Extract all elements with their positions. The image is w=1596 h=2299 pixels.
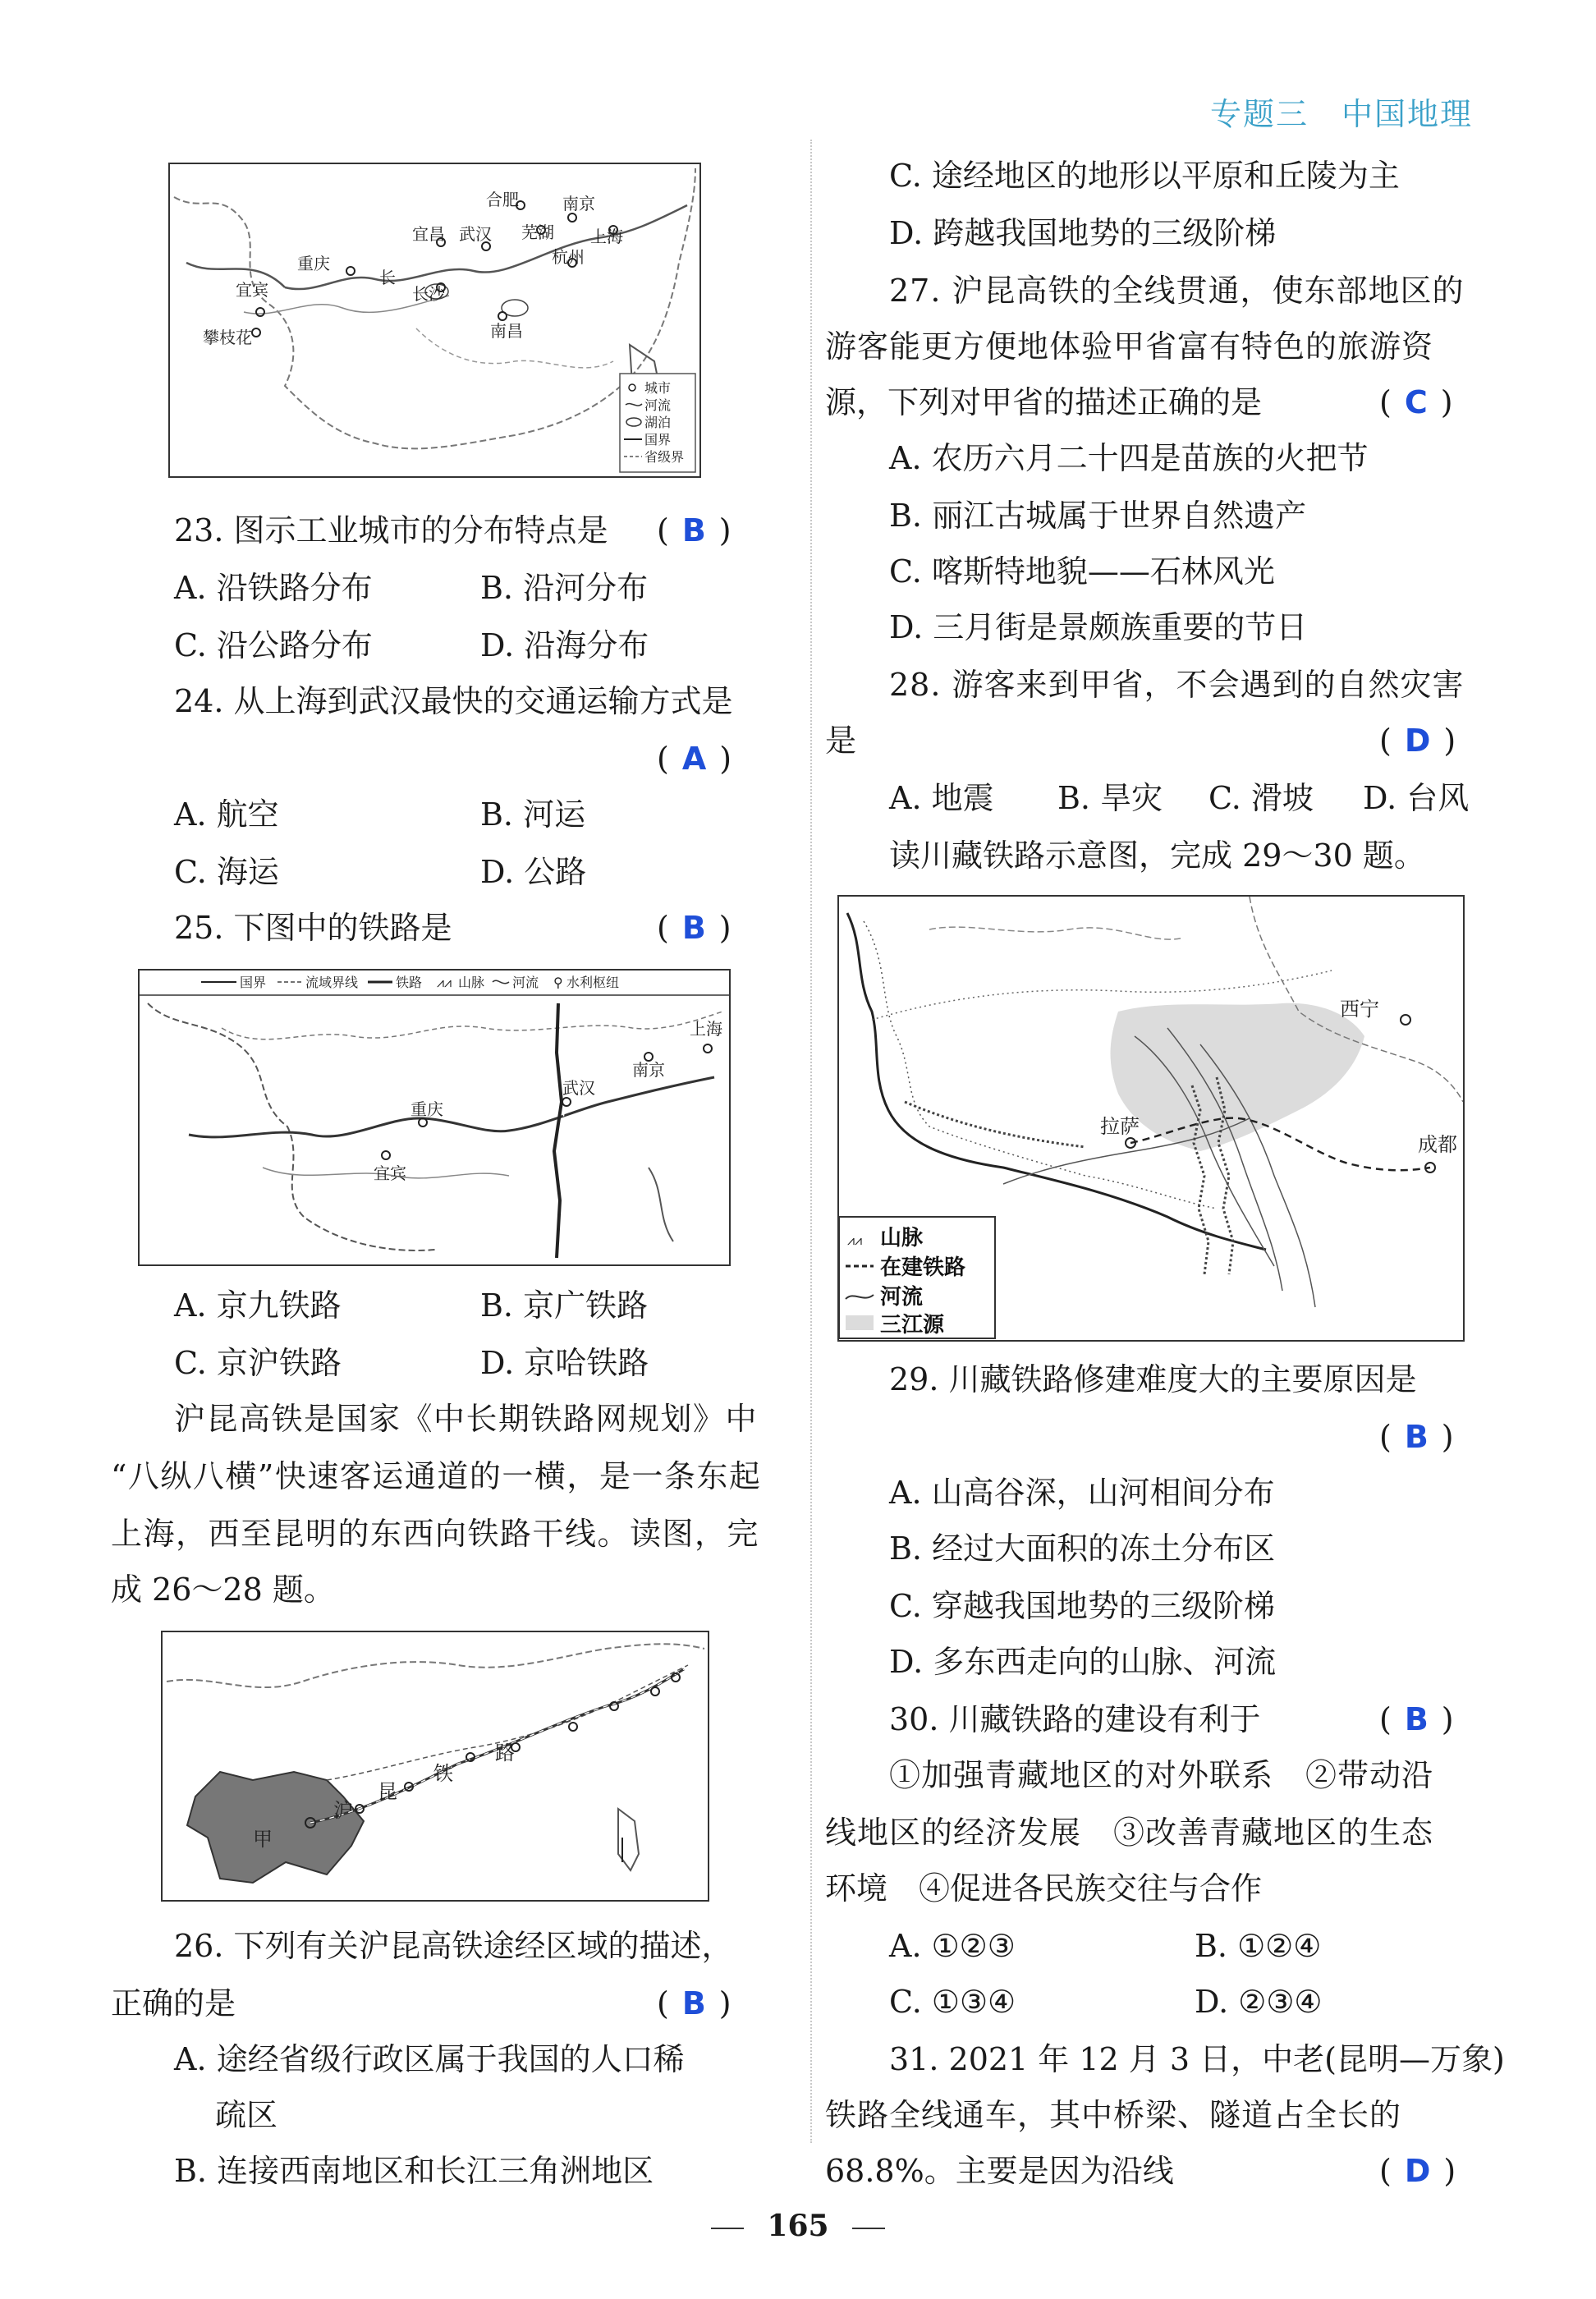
map-hukun-railway-svg: [163, 1632, 708, 1900]
map2-legend: 铁路: [396, 975, 423, 990]
q26-option: A. 途经省级行政区属于我国的人口稀: [174, 2041, 685, 2077]
question-28: 28. 游客来到甲省，不会遇到的自然灾害: [889, 667, 1465, 703]
q25-option: A. 京九铁路: [174, 1287, 342, 1324]
question-27-cont: 源，下列对甲省的描述正确的是: [825, 384, 1263, 420]
q25-option: C. 京沪铁路: [174, 1345, 342, 1381]
q26-option: D. 跨越我国地势的三级阶梯: [889, 215, 1277, 251]
map-sichuan-tibet-svg: [839, 897, 1463, 1340]
q27-option: C. 喀斯特地貌——石林风光: [889, 553, 1275, 590]
answer-23: ( B ): [657, 512, 732, 548]
map-sichuan-tibet: [837, 895, 1465, 1342]
q29-option: B. 经过大面积的冻土分布区: [889, 1530, 1276, 1567]
q24-option: A. 航空: [174, 796, 279, 833]
q27-option: D. 三月街是景颇族重要的节日: [889, 609, 1308, 645]
q25-option: B. 京广铁路: [480, 1287, 649, 1324]
map1-city: 重庆: [297, 254, 330, 273]
passage-line: 沪昆高铁是国家《中长期铁路网规划》中: [174, 1401, 759, 1437]
q24-option: C. 海运: [174, 854, 279, 890]
q26-option: B. 连接西南地区和长江三角洲地区: [174, 2153, 654, 2189]
q27-option: A. 农历六月二十四是苗族的火把节: [889, 440, 1369, 476]
map1-city: 宜昌: [412, 224, 445, 244]
q30-option: A. ①②③: [889, 1928, 1016, 1964]
map3-label: 路: [495, 1741, 515, 1764]
map2-legend: 水利枢纽: [566, 975, 620, 990]
q30-option: C. ①③④: [889, 1984, 1016, 2020]
q29-option: D. 多东西走向的山脉、河流: [889, 1644, 1277, 1680]
q23-option: D. 沿海分布: [480, 627, 649, 663]
map2-city: 南京: [632, 1060, 665, 1080]
map-railway: [138, 969, 731, 1266]
map1-city: 长: [379, 268, 396, 287]
map1-city: 芜湖: [521, 223, 554, 242]
q30-statement: 线地区的经济发展 ③改善青藏地区的生态: [825, 1815, 1434, 1851]
question-27-cont: 游客能更方便地体验甲省富有特色的旅游资: [825, 328, 1434, 365]
q30-option: B. ①②④: [1195, 1928, 1322, 1964]
passage-line: 成 26～28 题。: [111, 1572, 335, 1608]
map4-city: 成都: [1418, 1133, 1457, 1156]
question-23: 23. 图示工业城市的分布特点是: [174, 512, 608, 548]
answer-24-letter: A: [681, 741, 707, 777]
question-30: 30. 川藏铁路的建设有利于: [889, 1701, 1261, 1737]
answer-30: ( B ): [1379, 1701, 1454, 1737]
map4-legend: 在建铁路: [880, 1255, 966, 1280]
map-yangtze-cities-svg: [170, 164, 699, 476]
answer-25-letter: B: [681, 910, 706, 946]
q23-option: A. 沿铁路分布: [174, 570, 373, 606]
answer-30-letter: B: [1404, 1701, 1429, 1737]
header-topic: 专题三: [1209, 96, 1309, 132]
header-subject: 中国地理: [1341, 96, 1473, 132]
question-24: 24. 从上海到武汉最快的交通运输方式是: [174, 683, 733, 719]
map1-city: 长沙: [412, 284, 445, 304]
answer-25: ( B ): [657, 910, 732, 946]
q24-option: D. 公路: [480, 854, 587, 890]
q30-statement: ①加强青藏地区的对外联系 ②带动沿: [889, 1757, 1434, 1793]
map1-legend: 湖泊: [644, 415, 672, 430]
page-number-value: 165: [767, 2209, 829, 2243]
map1-legend: 省级界: [644, 449, 685, 465]
intro-29-30: 读川藏铁路示意图，完成 29～30 题。: [889, 837, 1425, 874]
map1-city: 杭州: [552, 247, 585, 267]
svg-text:⚲: ⚲: [553, 975, 563, 990]
map2-legend: 国界: [240, 975, 267, 990]
map3-label: 沪: [333, 1799, 353, 1822]
map1-city: 合肥: [486, 190, 519, 209]
question-25: 25. 下图中的铁路是: [174, 910, 452, 946]
answer-29: ( B ): [1379, 1419, 1454, 1455]
answer-26: ( B ): [657, 1985, 732, 2021]
question-31-cont: 铁路全线通车，其中桥梁、隧道占全长的: [825, 2097, 1402, 2133]
map2-city: 上海: [690, 1019, 722, 1039]
answer-26-letter: B: [681, 1985, 706, 2021]
q30-statement: 环境 ④促进各民族交往与合作: [825, 1870, 1263, 1907]
question-31: 31. 2021 年 12 月 3 日，中老(昆明—万象): [889, 2041, 1505, 2077]
map1-city: 武汉: [459, 224, 492, 244]
map1-legend: 河流: [644, 397, 672, 413]
q28-option: A. 地震: [889, 780, 994, 816]
q29-option: A. 山高谷深，山河相间分布: [889, 1475, 1275, 1511]
q25-option: D. 京哈铁路: [480, 1345, 649, 1381]
question-31-cont: 68.8%。主要是因为沿线: [825, 2153, 1174, 2189]
map2-city: 重庆: [410, 1099, 443, 1119]
question-27: 27. 沪昆高铁的全线贯通，使东部地区的: [889, 273, 1465, 309]
map2-city: 武汉: [562, 1078, 595, 1098]
q24-option: B. 河运: [480, 796, 586, 833]
answer-31: ( D ): [1379, 2153, 1456, 2189]
question-28-cont: 是: [825, 723, 857, 759]
map4-legend: 三江源: [880, 1313, 945, 1338]
q27-option: B. 丽江古城属于世界自然遗产: [889, 498, 1307, 534]
q28-option: C. 滑坡: [1208, 780, 1314, 816]
map4-legend: 山脉: [880, 1226, 924, 1250]
question-26-cont: 正确的是: [111, 1985, 236, 2021]
map1-city: 南京: [562, 194, 595, 213]
passage-line: 上海，西至昆明的东西向铁路干线。读图，完: [111, 1516, 760, 1552]
q29-option: C. 穿越我国地势的三级阶梯: [889, 1588, 1275, 1624]
map-yangtze-cities: [168, 163, 701, 478]
q30-option: D. ②③④: [1195, 1984, 1323, 2020]
map2-legend: 流域界线: [305, 975, 359, 990]
map2-city: 宜宾: [374, 1163, 406, 1183]
map4-legend: 河流: [880, 1285, 924, 1310]
q23-option: C. 沿公路分布: [174, 627, 373, 663]
map1-city: 宜宾: [236, 280, 268, 300]
map-hukun-railway: [161, 1631, 709, 1902]
answer-24: ( A ): [657, 741, 732, 777]
map-railway-svg: [140, 971, 729, 1264]
map1-city: 攀枝花: [203, 328, 252, 347]
svg-text:⩘⩘: ⩘⩘: [437, 975, 452, 990]
map1-legend: 城市: [644, 380, 672, 396]
page-number-dash: [852, 2228, 885, 2229]
answer-28-letter: D: [1404, 723, 1431, 759]
page-number-dash: [711, 2228, 744, 2229]
map2-legend: 山脉: [458, 975, 485, 990]
q28-option: D. 台风: [1363, 780, 1470, 816]
q26-option-cont: 疏区: [215, 2097, 278, 2133]
answer-31-letter: D: [1404, 2153, 1431, 2189]
q26-option: C. 途经地区的地形以平原和丘陵为主: [889, 158, 1400, 194]
header-title: [1210, 89, 1473, 134]
passage-line: “八纵八横”快速客运通道的一横，是一条东起: [111, 1458, 762, 1494]
answer-28: ( D ): [1379, 723, 1456, 759]
q28-option: B. 旱灾: [1057, 780, 1163, 816]
map1-legend: 国界: [644, 432, 672, 447]
answer-27-letter: C: [1404, 384, 1428, 420]
question-26: 26. 下列有关沪昆高铁途经区域的描述，: [174, 1928, 733, 1964]
map2-legend: 河流: [512, 975, 539, 990]
map3-label: 铁: [433, 1762, 453, 1785]
map1-city: 上海: [590, 227, 623, 246]
column-divider: [810, 140, 812, 2143]
page-number: [0, 2209, 1596, 2243]
map3-label-jia: 甲: [253, 1828, 273, 1851]
question-29: 29. 川藏铁路修建难度大的主要原因是: [889, 1361, 1417, 1397]
answer-23-letter: B: [681, 512, 706, 548]
answer-27: ( C ): [1379, 384, 1453, 420]
answer-29-letter: B: [1404, 1419, 1429, 1455]
map1-city: 南昌: [490, 321, 523, 341]
svg-text:⩘⩘: ⩘⩘: [847, 1232, 863, 1248]
map4-city: 西宁: [1340, 998, 1379, 1021]
map4-city: 拉萨: [1100, 1115, 1140, 1138]
map3-label: 昆: [378, 1780, 397, 1803]
q23-option: B. 沿河分布: [480, 570, 649, 606]
